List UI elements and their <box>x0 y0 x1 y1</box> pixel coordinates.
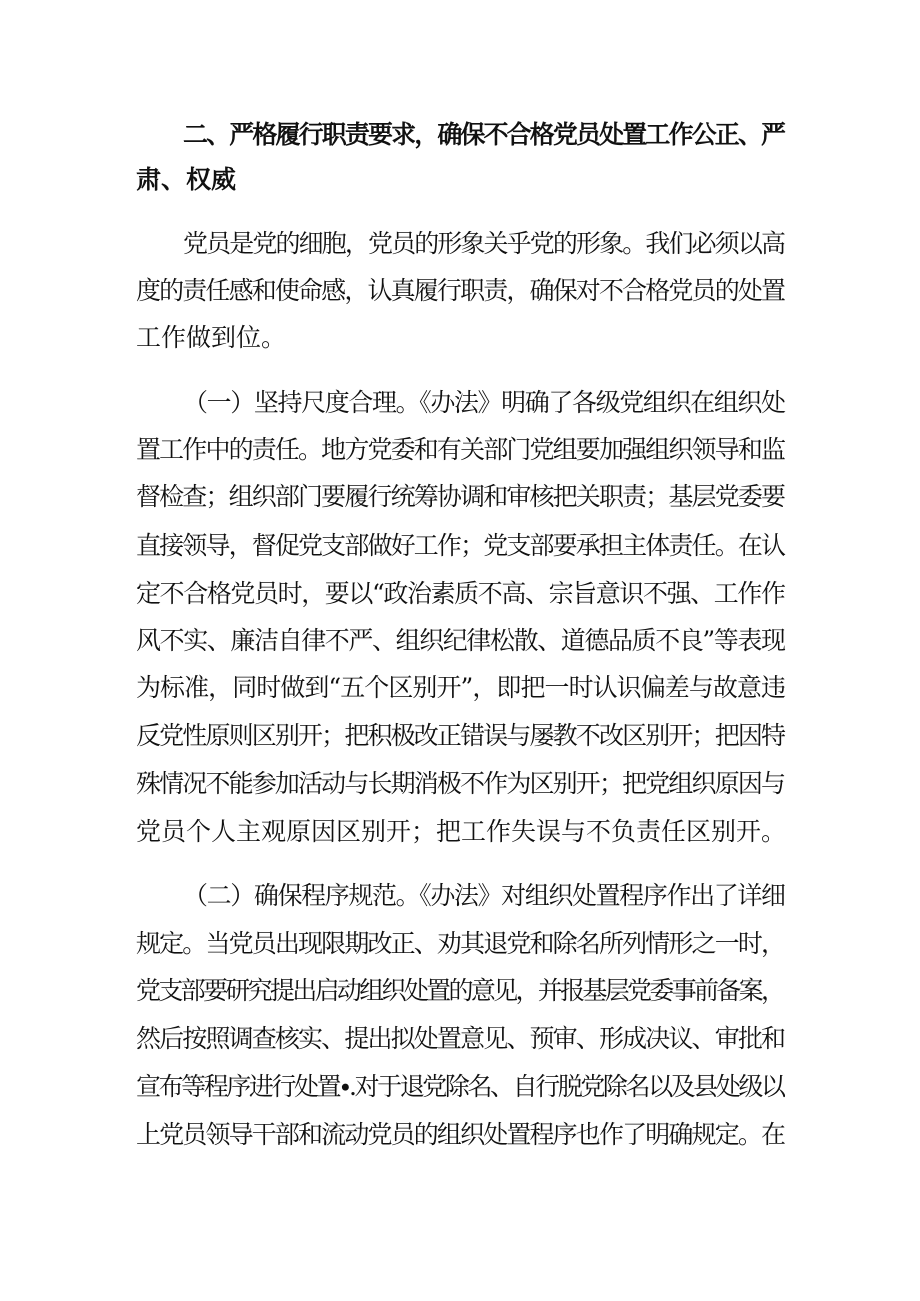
paragraph-1-line-3: 工作做到位。 <box>136 323 287 352</box>
paragraph-2-line-5: 定不合格党员时，要以“政治素质不高、宗旨意识不强、工作作 <box>136 579 785 608</box>
section-heading-line-2: 肃、权威 <box>136 165 237 194</box>
paragraph-2-line-10: 党员个人主观原因区别开；把工作失误与不负责任区别开。 <box>136 817 786 846</box>
paragraph-2-line-7: 为标准，同时做到“五个区别开”，即把一时认识偏差与故意违 <box>136 673 786 702</box>
paragraph-3-line-6: 上党员领导干部和流动党员的组织处置程序也作了明确规定。在 <box>136 1120 785 1149</box>
paragraph-3-line-1: （二）确保程序规范。《办法》对组织处置程序作出了详细 <box>183 881 785 910</box>
paragraph-2-line-6: 风不实、廉洁自律不严、组织纪律松散、道德品质不良”等表现 <box>136 626 785 655</box>
paragraph-1-line-1: 党员是党的细胞，党员的形象关乎党的形象。我们必须以高 <box>183 229 785 258</box>
paragraph-2-line-2: 置工作中的责任。地方党委和有关部门党组要加强组织领导和监 <box>136 435 785 464</box>
paragraph-2-line-9: 殊情况不能参加活动与长期消极不作为区别开；把党组织原因与 <box>136 769 785 798</box>
paragraph-3-line-5: 宣布等程序进行处置∙.对于退党除名、自行脱党除名以及县处级以 <box>136 1072 784 1101</box>
paragraph-3-line-3: 党支部要研究提出启动组织处置的意见，并报基层党委事前备案， <box>136 976 784 1005</box>
paragraph-2-line-3: 督检查；组织部门要履行统筹协调和审核把关职责；基层党委要 <box>136 482 785 511</box>
section-heading-line-1: 二、严格履行职责要求，确保不合格党员处置工作公正、严 <box>183 120 785 149</box>
paragraph-3-line-2: 规定。当党员出现限期改正、劝其退党和除名所列情形之一时， <box>136 929 785 958</box>
paragraph-2-line-1: （一）坚持尺度合理。《办法》明确了各级党组织在组织处 <box>183 388 785 417</box>
paragraph-1-line-2: 度的责任感和使命感，认真履行职责，确保对不合格党员的处置 <box>136 276 785 305</box>
paragraph-2-line-4: 直接领导，督促党支部做好工作；党支部要承担主体责任。在认 <box>136 531 785 560</box>
paragraph-3-line-4: 然后按照调查核实、提出拟处置意见、预审、形成决议、审批和 <box>136 1024 785 1053</box>
paragraph-2-line-8: 反党性原则区别开；把积极改正错误与屡教不改区别开；把因特 <box>136 721 785 750</box>
